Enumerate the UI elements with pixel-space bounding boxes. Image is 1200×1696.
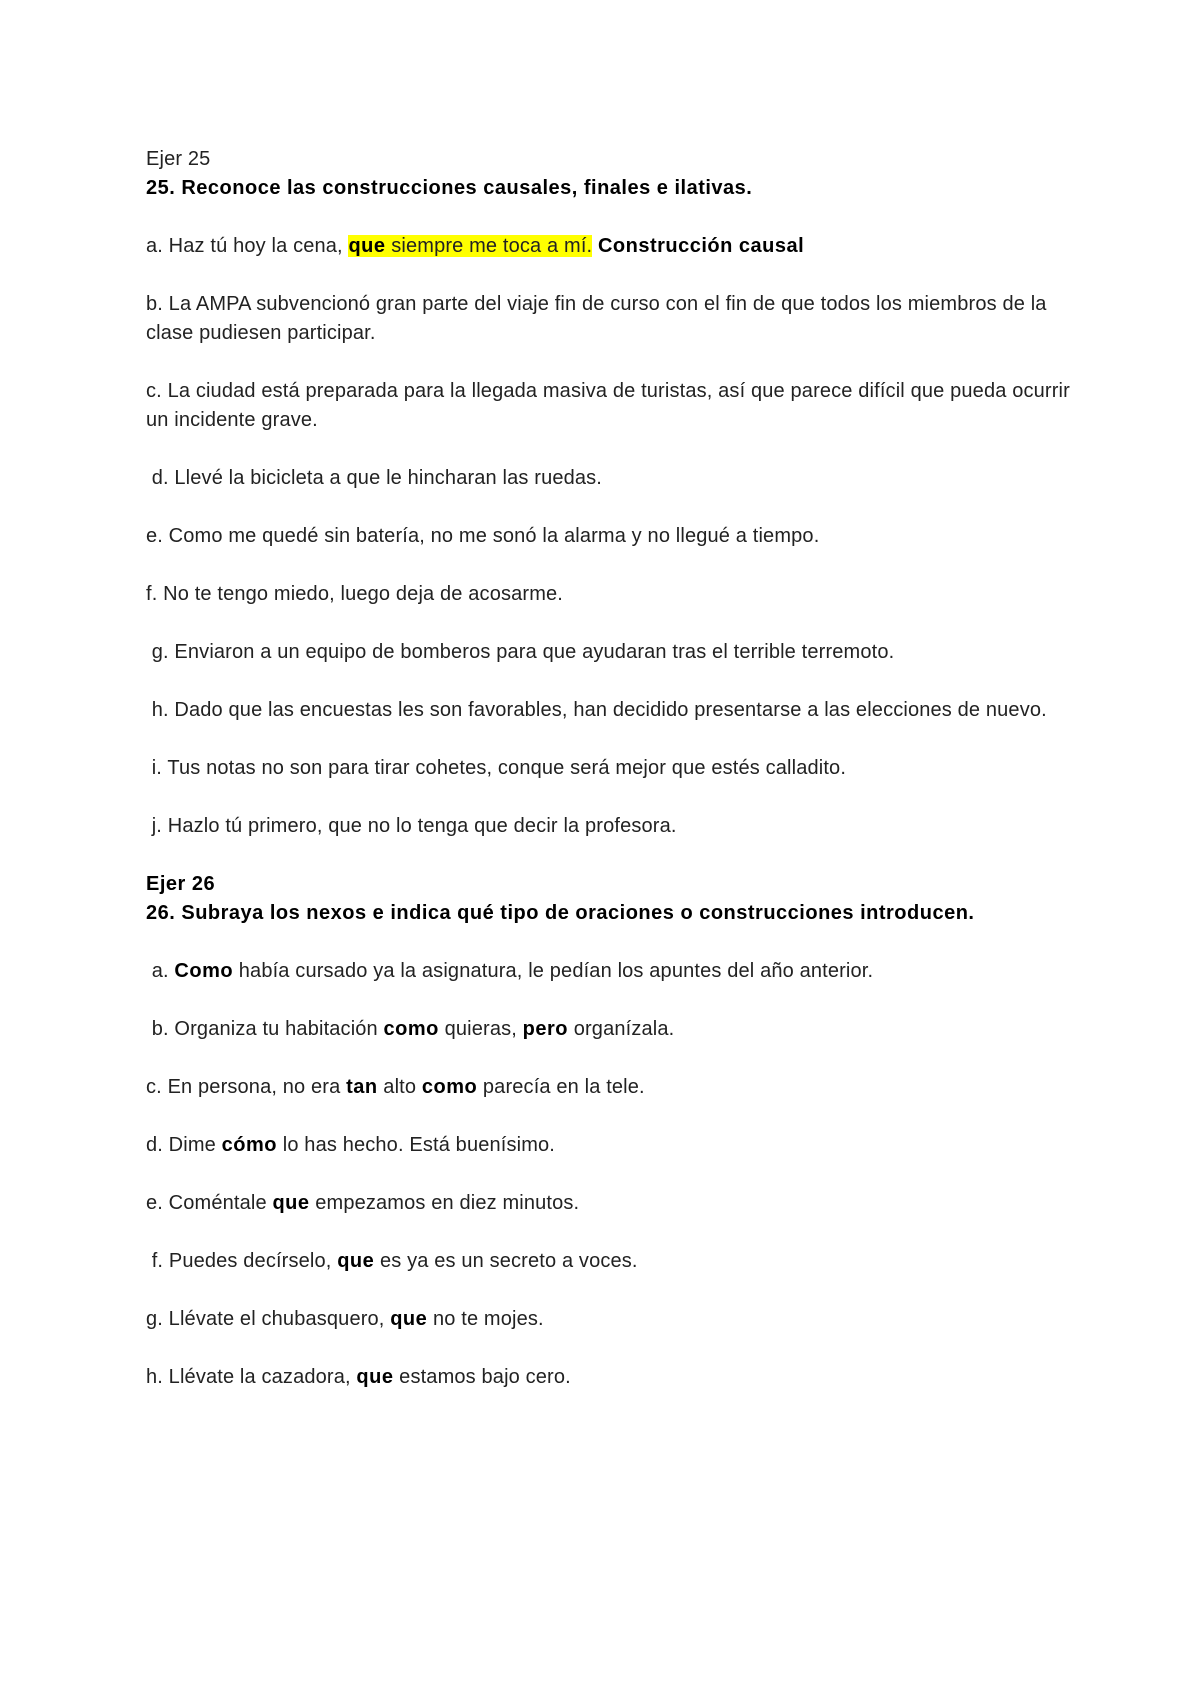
nexo: como — [421, 1076, 478, 1098]
exercise-25-item-b: b. La AMPA subvencionó gran parte del viaje fin de curso con el fin de que todos los miembros de la clase pudiesen participar. — [146, 293, 1047, 344]
nexo: Como — [174, 960, 234, 982]
nexo: que — [337, 1250, 375, 1272]
exercise-26-item-e: e. Coméntale que empezamos en diez minutos. — [146, 1192, 580, 1214]
exercise-25-item-a: a. Haz tú hoy la cena, que siempre me toca a mí. Construcción causal — [146, 235, 805, 257]
nexo: que — [348, 235, 386, 257]
highlighted-text: que siempre me toca a mí. — [348, 235, 593, 257]
nexo: que — [390, 1308, 428, 1330]
nexo: tan — [346, 1076, 378, 1098]
nexo: pero — [522, 1018, 568, 1040]
exercise-26-item-c: c. En persona, no era tan alto como parecía en la tele. — [146, 1076, 645, 1098]
exercise-25-item-e: e. Como me quedé sin batería, no me sonó la alarma y no llegué a tiempo. — [146, 525, 820, 547]
exercise-25-item-c: c. La ciudad está preparada para la llegada masiva de turistas, así que parece difícil que pueda ocurrir un incidente grave. — [146, 380, 1070, 431]
exercise-26-item-g: g. Llévate el chubasquero, que no te mojes. — [146, 1308, 544, 1330]
nexo: cómo — [221, 1134, 278, 1156]
exercise-25-item-j: j. Hazlo tú primero, que no lo tenga que decir la profesora. — [146, 815, 677, 837]
exercise-26-item-a: a. Como había cursado ya la asignatura, le pedían los apuntes del año anterior. — [146, 960, 874, 982]
nexo: que — [356, 1366, 394, 1388]
exercise-25-item-f: f. No te tengo miedo, luego deja de acosarme. — [146, 583, 564, 605]
exercise-25-heading: Ejer 25 — [146, 148, 211, 170]
exercise-26-item-b: b. Organiza tu habitación como quieras, pero organízala. — [146, 1018, 675, 1040]
exercise-26-title: 26. Subraya los nexos e indica qué tipo de oraciones o construcciones introducen. — [146, 902, 975, 924]
exercise-25-item-h: h. Dado que las encuestas les son favorables, han decidido presentarse a las elecciones de nuevo. — [146, 699, 1047, 721]
exercise-25-item-g: g. Enviaron a un equipo de bomberos para que ayudaran tras el terrible terremoto. — [146, 641, 895, 663]
exercise-26-item-f: f. Puedes decírselo, que es ya es un secreto a voces. — [146, 1250, 638, 1272]
answer-label: Construcción causal — [597, 235, 805, 257]
nexo: que — [272, 1192, 310, 1214]
exercise-25-item-i: i. Tus notas no son para tirar cohetes, conque será mejor que estés calladito. — [146, 757, 847, 779]
exercise-26-item-d: d. Dime cómo lo has hecho. Está buenísimo. — [146, 1134, 556, 1156]
nexo: como — [383, 1018, 439, 1040]
exercise-26-item-h: h. Llévate la cazadora, que estamos bajo cero. — [146, 1366, 571, 1388]
exercise-25-item-d: d. Llevé la bicicleta a que le hincharan las ruedas. — [146, 467, 603, 489]
exercise-26-heading: Ejer 26 — [146, 873, 216, 895]
document-content — [146, 145, 1076, 1392]
exercise-25-title: 25. Reconoce las construcciones causales, finales e ilativas. — [146, 177, 753, 199]
